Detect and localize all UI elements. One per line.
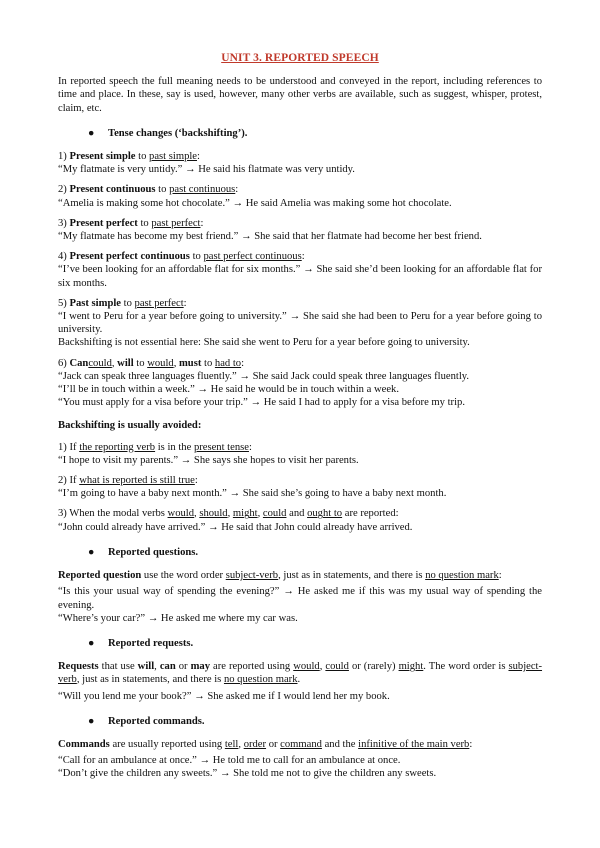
tense-rules-list [58,150,542,350]
example-sentence: “Amelia is making some hot chocolate.” → He said Amelia was making some hot chocolate. [58,197,452,209]
rule-heading: 2) If what is reported is still true: [58,475,198,487]
rule-modal-verbs [58,357,542,410]
page-title: UNIT 3. REPORTED SPEECH [221,52,379,64]
questions-rule: Reported question use the word order subject-verb, just as in statements, and there is no question mark: [58,570,502,582]
rule-heading: 3) When the modal verbs would, should, might, could and ought to are reported: [58,508,399,520]
avoided-rule-2 [58,474,542,500]
questions-block [58,569,542,625]
rule-heading: 4) Present perfect continuous to past perfect continuous: [58,251,305,263]
avoided-rule-3 [58,507,542,533]
tense-rule [58,250,542,290]
section-heading-reported-commands: ● Reported commands. [88,715,205,727]
commands-rule: Commands are usually reported using tell, order or command and the infinitive of the main verb: [58,738,473,750]
tense-rule [58,297,542,350]
requests-rule: Requests that use will, can or may are reported using would, could or (rarely) might. The word order is subject-verb, just as in statements, and there is no question mark. [58,661,543,686]
example-sentence: “John could already have arrived.” → He said that John could already have arrived. [58,521,413,533]
tense-rule [58,217,542,243]
section-heading-backshifting-avoided: Backshifting is usually avoided: [58,420,202,432]
section-heading-tense-changes: ● Tense changes (‘backshifting’). [88,127,248,139]
example-sentence: “I went to Peru for a year before going to university.” → She said she had been to Peru for a year before going to university. [58,311,542,336]
rule-heading: 6) Cancould, will to would, must to had to: [58,357,245,369]
example-sentence: “I’ve been looking for an affordable flat for six months.” → She said she’d been looking for an affordable flat for six months. [58,264,542,289]
example-sentence: “Will you lend me your book?” → She asked me if I would lend her my book. [58,690,390,702]
example-sentence: “Is this your usual way of spending the evening?” → He asked me if this was my usual way of spending the evening. [58,586,542,611]
example-sentence: “I’m going to have a baby next month.” → She said she’s going to have a baby next month. [58,488,447,500]
example-sentence: “Don’t give the children any sweets.” → She told me not to give the children any sweets. [58,768,437,780]
rule-heading: 3) Present perfect to past perfect: [58,217,204,229]
example-sentence: “Call for an ambulance at once.” → He told me to call for an ambulance at once. [58,755,401,767]
example-sentence: “My flatmate has become my best friend.” → She said that her flatmate had become her best friend. [58,231,482,243]
section-heading-reported-requests: ● Reported requests. [88,637,194,649]
example-sentence: “You must apply for a visa before your trip.” → He said I had to apply for a visa before my trip. [58,397,465,409]
rule-heading: 5) Past simple to past perfect: [58,297,187,309]
section-heading-reported-questions: ● Reported questions. [88,546,199,558]
requests-block [58,660,542,703]
example-sentence: “Jack can speak three languages fluently.” → She said Jack could speak three languages fluently. [58,370,470,382]
example-sentence: “I hope to visit my parents.” → She says she hopes to visit her parents. [58,454,359,466]
rule-examples [58,370,542,410]
tense-rule [58,183,542,209]
tense-rule [58,150,542,176]
rule-heading: 1) If the reporting verb is in the present tense: [58,441,252,453]
example-sentence: “Where’s your car?” → He asked me where my car was. [58,612,298,624]
rule-heading: 1) Present simple to past simple: [58,151,200,163]
example-sentence: Backshifting is not essential here: She said she went to Peru for a year before going to university. [58,337,470,349]
intro-paragraph: In reported speech the full meaning needs to be understood and conveyed in the report, including references to time and place. In these, say is used, however, many other verbs are available, such as suggest, whisper, protest, claim, etc. [58,76,542,114]
bullet-icon: ● [88,127,95,139]
avoided-rule-1 [58,441,542,467]
bullet-icon: ● [88,546,95,558]
example-sentence: “I’ll be in touch within a week.” → He said he would be in touch within a week. [58,384,399,396]
commands-block [58,738,542,781]
bullet-icon: ● [88,637,95,649]
rule-heading: 2) Present continuous to past continuous: [58,184,239,196]
example-sentence: “My flatmate is very untidy.” → He said his flatmate was very untidy. [58,164,355,176]
bullet-icon: ● [88,715,95,727]
